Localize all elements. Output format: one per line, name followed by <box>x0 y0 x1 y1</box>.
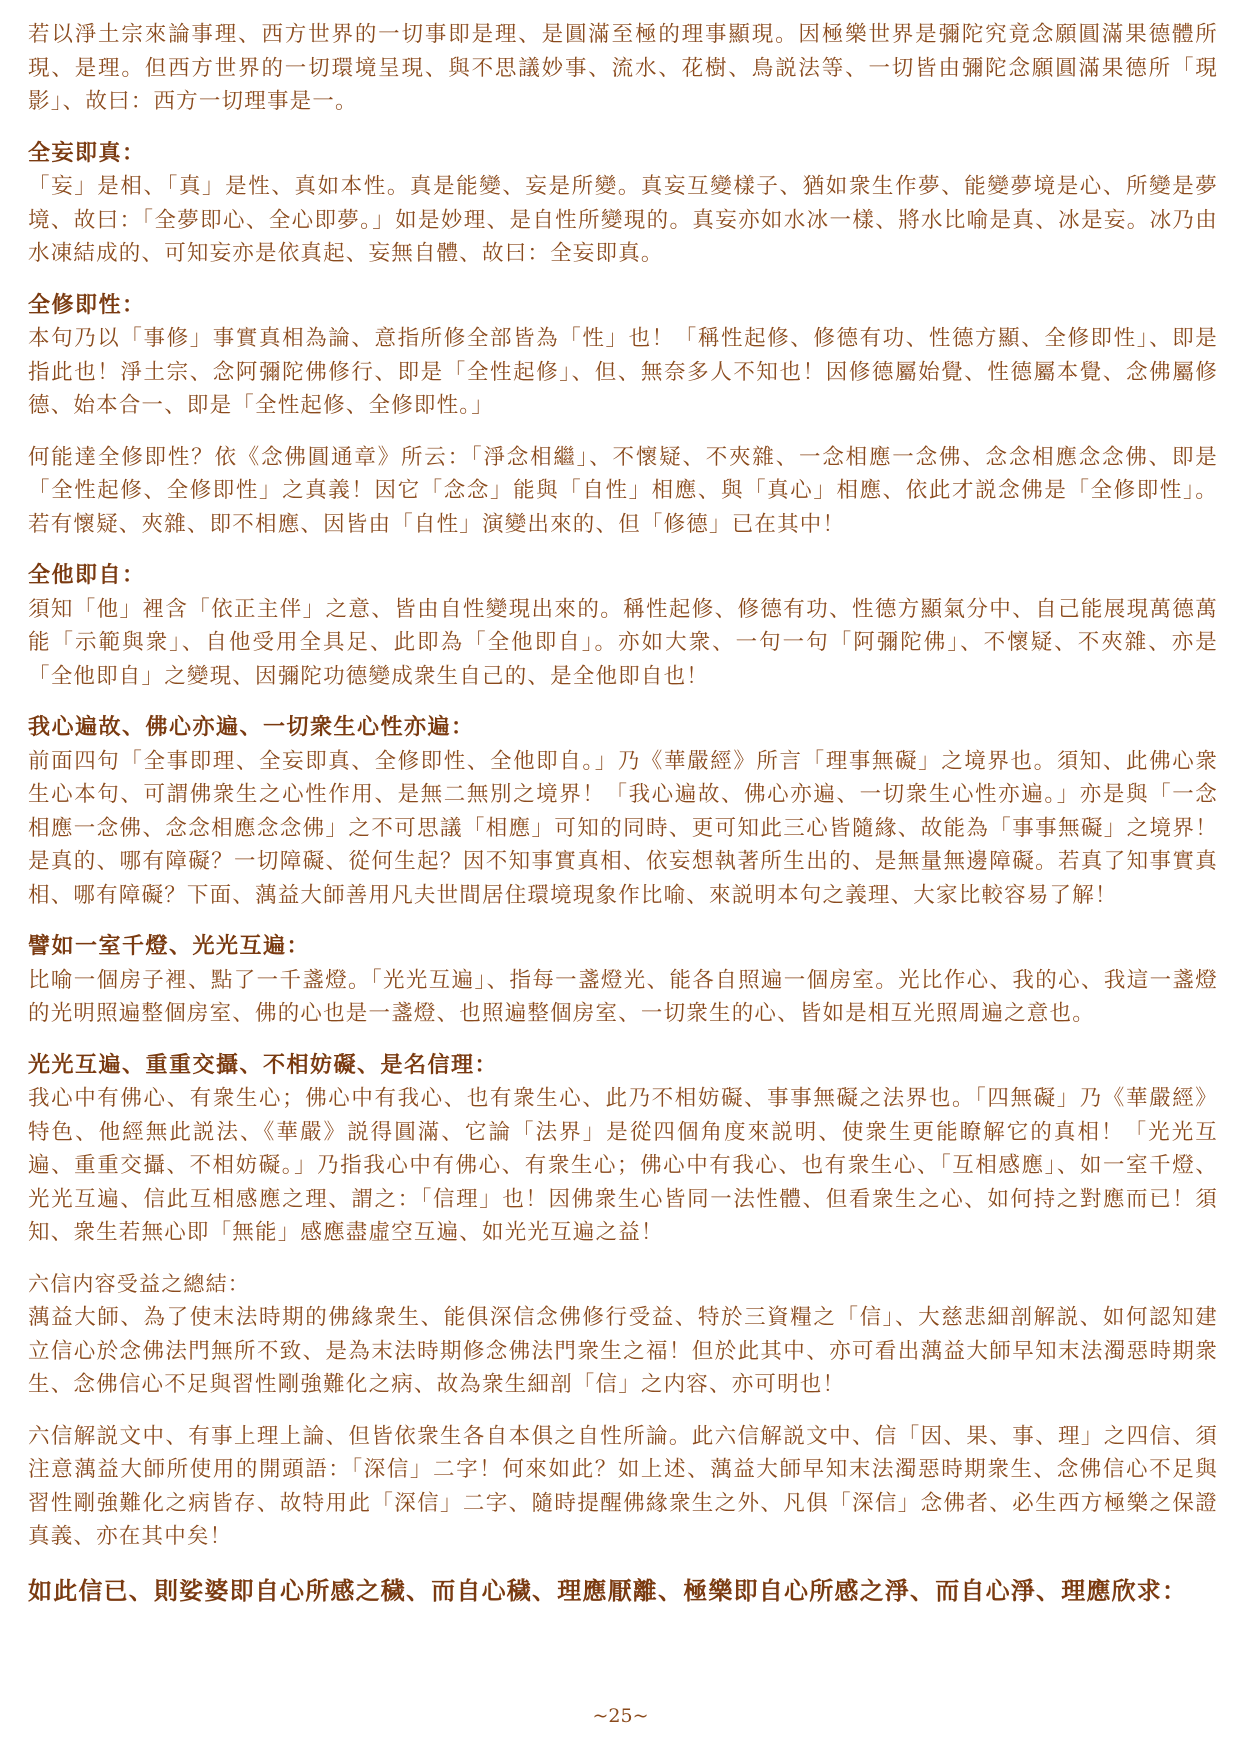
paragraph-quan-ta-ji-zi: 須知「他」裡含「依正主伴」之意、皆由自性變現出來的。稱性起修、修德有功、性德方顯氣分中、自己能展現萬德萬能「示範與衆」、自他受用全具足、此即為「全他即自」。亦如大衆、一句一句「阿彌陀佛」、不懷疑、不夾雜、亦是「全他即自」之變現、因彌陀功德變成衆生自己的、是全他即自也！ <box>28 596 1218 689</box>
intro-paragraph: 若以淨土宗來論事理、西方世界的一切事即是理、是圓滿至極的理事顯現。因極樂世界是彌陀究竟念願圓滿果德體所現、是理。但西方世界的一切環境呈現、與不思議妙事、流水、花樹、鳥説法等、一切皆由彌陀念願圓滿果德所「現影」、故曰：西方一切理事是一。 <box>28 22 1218 114</box>
heading-wo-xin-bian-gu: 我心遍故、佛心亦遍、一切衆生心性亦遍： <box>28 714 475 740</box>
page-number: ~25~ <box>592 1705 649 1727</box>
paragraph-guang-guang-hu-bian: 我心中有佛心、有衆生心；佛心中有我心、也有衆生心、此乃不相妨礙、事事無礙之法界也。「四無礙」乃《華嚴經》特色、他經無此説法、《華嚴》説得圓滿、它論「法界」是從四個角度來説明、使衆生更能瞭解它的真相！「光光互遍、重重交攝、不相妨礙。」乃指我心中有佛心、有衆生心；佛心中有我心、也有衆生心、「互相感應」、如一室千燈、光光互遍、信此互相感應之理、謂之：「信理」也！因佛衆生心皆同一法性體、但看衆生之心、如何持之對應而已！須知、衆生若無心即「無能」感應盡虛空互遍、如光光互遍之益！ <box>28 1086 1218 1245</box>
final-heading: 如此信已、則娑婆即自心所感之穢、而自心穢、理應厭離、極樂即自心所感之淨、而自心淨、理應欣求： <box>28 1575 1188 1605</box>
paragraph-yi-shi-qian-deng: 比喻一個房子裡、點了一千盞燈。「光光互遍」、指每一盞燈光、能各自照遍一個房室。光比作心、我的心、我這一盞燈的光明照遍整個房室、佛的心也是一盞燈、也照遍整個房室、一切衆生的心、皆如是相互光照周遍之意也。 <box>28 967 1218 1026</box>
paragraph-quan-wang-ji-zhen: 「妄」是相、「真」是性、真如本性。真是能變、妄是所變。真妄互變樣子、猶如衆生作夢、能變夢境是心、所變是夢境、故曰：「全夢即心、全心即夢。」如是妙理、是自性所變現的。真妄亦如水冰一樣、將水比喻是真、冰是妄。冰乃由水凍結成的、可知妄亦是依真起、妄無自體、故曰：全妄即真。 <box>28 174 1218 266</box>
heading-quan-wang-ji-zhen: 全妄即真： <box>28 139 146 166</box>
summary-label: 六信内容受益之總結： <box>28 1271 250 1296</box>
paragraph-quan-xiu-ji-xing-1: 本句乃以「事修」事實真相為論、意指所修全部皆為「性」也！「稱性起修、修德有功、性德方顯、全修即性」、即是指此也！淨土宗、念阿彌陀佛修行、即是「全性起修」、但、無奈多人不知也！因修德屬始覺、性德屬本覺、念佛屬修德、始本合一、即是「全性起修、全修即性。」 <box>28 326 1218 418</box>
heading-yi-shi-qian-deng: 譬如一室千燈、光光互遍： <box>28 933 311 959</box>
heading-quan-xiu-ji-xing: 全修即性： <box>28 291 146 318</box>
paragraph-wo-xin-bian-gu: 前面四句「全事即理、全妄即真、全修即性、全他即自。」乃《華嚴經》所言「理事無礙」之境界也。須知、此佛心衆生心本句、可謂佛衆生之心性作用、是無二無別之境界！「我心遍故、佛心亦遍、一切衆生心性亦遍。」亦是與「一念相應一念佛、念念相應念念佛」之不可思議「相應」可知的同時、更可知此三心皆隨緣、故能為「事事無礙」之境界！是真的、哪有障礙？一切障礙、從何生起？因不知事實真相、依妄想執著所生出的、是無量無邊障礙。若真了知事實真相、哪有障礙？下面、蕅益大師善用凡夫世間居住環境現象作比喻、來説明本句之義理、大家比較容易了解！ <box>28 748 1218 908</box>
paragraph-quan-xiu-ji-xing-2: 何能達全修即性？依《念佛圓通章》所云：「淨念相繼」、不懷疑、不夾雜、一念相應一念佛、念念相應念念佛、即是「全性起修、全修即性」之真義！因它「念念」能與「自性」相應、與「真心」相應、依此才説念佛是「全修即性」。若有懷疑、夾雜、即不相應、因皆由「自性」演變出來的、但「修德」已在其中！ <box>28 444 1218 537</box>
summary-paragraph-1: 蕅益大師、為了使末法時期的佛緣衆生、能俱深信念佛修行受益、特於三資糧之「信」、大慈悲細剖解説、如何認知建立信心於念佛法門無所不致、是為末法時期修念佛法門衆生之福！但於此其中、亦可看出蕅益大師早知末法濁惡時期衆生、念佛信心不足與習性剛強難化之病、故為衆生細剖「信」之内容、亦可明也！ <box>28 1305 1218 1397</box>
heading-quan-ta-ji-zi: 全他即自： <box>28 562 146 588</box>
heading-guang-guang-hu-bian: 光光互遍、重重交攝、不相妨礙、是名信理： <box>28 1051 499 1078</box>
document-page <box>28 18 1218 1610</box>
summary-paragraph-2: 六信解説文中、有事上理上論、但皆依衆生各自本俱之自性所論。此六信解説文中、信「因、果、事、理」之四信、須注意蕅益大師所使用的開頭語：「深信」二字！何來如此？如上述、蕅益大師早知末法濁惡時期衆生、念佛信心不足與習性剛強難化之病皆存、故特用此「深信」二字、隨時提醒佛緣衆生之外、凡俱「深信」念佛者、必生西方極樂之保證真義、亦在其中矣！ <box>28 1423 1218 1549</box>
